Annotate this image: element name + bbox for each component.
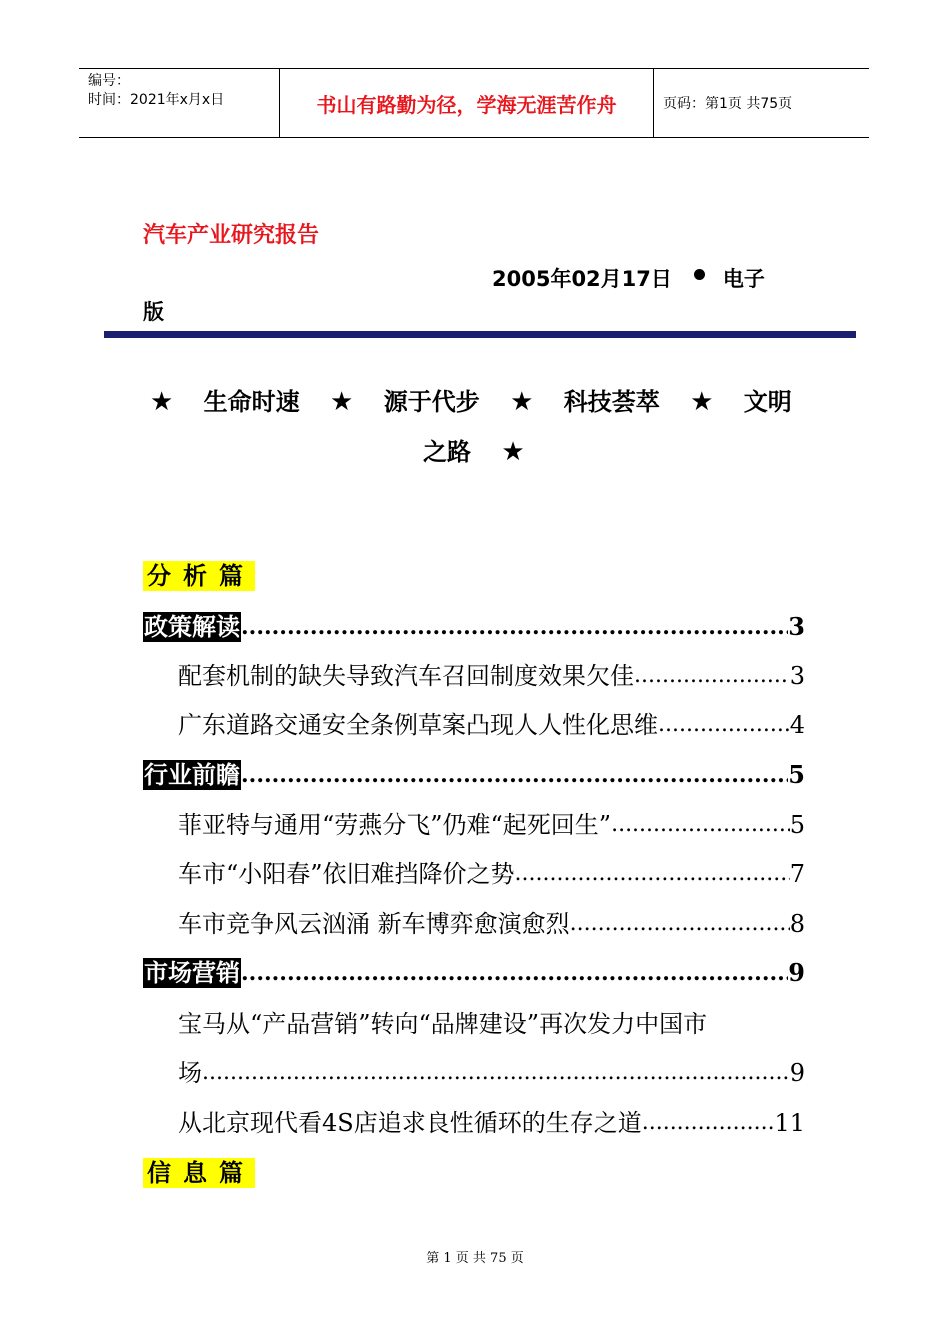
report-dateline <box>492 263 765 293</box>
toc-leader-dots <box>570 909 790 939</box>
number-label: 编号： <box>88 73 130 89</box>
toc-entry[interactable] <box>178 810 805 840</box>
toc-page-number: 4 <box>789 711 805 739</box>
toc-leader-dots <box>658 710 790 740</box>
toc-page-number: 5 <box>788 760 805 789</box>
toc-leader-dots <box>241 958 788 988</box>
slogan-line-2 <box>423 432 950 467</box>
toc-leader-dots <box>241 760 788 790</box>
toc-category-outlook[interactable] <box>143 760 805 790</box>
toc-entry-title: 车市竞争风云汹涌 新车博弈愈演愈烈 <box>178 910 570 938</box>
star-icon: ★ <box>690 387 714 417</box>
toc-entry[interactable] <box>178 1108 805 1138</box>
slogan-phrase: 生命时速 <box>203 388 300 416</box>
slogan-phrase: 科技荟萃 <box>563 388 660 416</box>
toc-entry[interactable] <box>178 710 805 740</box>
toc-entry-title-continued: 场 <box>178 1059 202 1087</box>
section-heading-info: 信息篇 <box>143 1158 255 1188</box>
toc-page-number: 5 <box>789 811 805 839</box>
report-title: 汽车产业研究报告 <box>143 223 320 248</box>
star-icon: ★ <box>330 387 354 417</box>
toc-entry[interactable] <box>178 859 805 889</box>
toc-leader-dots <box>611 810 790 840</box>
toc-category-label: 行业前瞻 <box>144 761 240 789</box>
edition-label-part1: 电子 <box>722 267 765 291</box>
toc-entry-title: 从北京现代看4S店追求良性循环的生存之道 <box>178 1109 642 1137</box>
page-footer: 第 1 页 共 75 页 <box>426 1251 524 1266</box>
star-icon: ★ <box>150 387 174 417</box>
toc-entry-title: 菲亚特与通用“劳燕分飞”仍难“起死回生” <box>178 811 612 839</box>
toc-page-number: 9 <box>788 958 805 987</box>
section-heading-analysis: 分析篇 <box>143 561 255 591</box>
header-page-info: 页码：第1页 共75页 <box>663 96 793 112</box>
slogan-phrase: 源于代步 <box>383 388 480 416</box>
toc-entry[interactable] <box>178 909 805 939</box>
toc-entry-line1[interactable] <box>178 1009 805 1039</box>
star-icon: ★ <box>501 437 525 467</box>
toc-page-number: 3 <box>789 662 805 690</box>
toc-page-number: 11 <box>774 1109 805 1137</box>
toc-leader-dots <box>241 612 788 642</box>
toc-leader-dots <box>202 1058 790 1088</box>
title-divider <box>104 331 856 338</box>
toc-page-number: 3 <box>788 612 805 641</box>
report-date: 2005年02月17日 <box>492 267 672 291</box>
toc-leader-dots <box>515 859 790 889</box>
star-icon: ★ <box>510 387 534 417</box>
header-motto: 书山有路勤为径，学海无涯苦作舟 <box>280 69 654 137</box>
bullet-icon <box>694 269 705 280</box>
slogan-phrase: 文明 <box>743 388 792 416</box>
slogan-phrase: 之路 <box>423 438 471 466</box>
toc-leader-dots <box>634 661 790 691</box>
page-header-table <box>79 68 869 138</box>
toc-entry-title: 配套机制的缺失导致汽车召回制度效果欠佳 <box>178 662 634 690</box>
edition-label-part2: 版 <box>143 300 164 324</box>
toc-entry-line2[interactable] <box>178 1058 805 1088</box>
time-label: 时间：2021年x月x日 <box>88 92 225 108</box>
toc-category-label: 政策解读 <box>144 613 240 641</box>
toc-leader-dots <box>642 1108 775 1138</box>
toc-category-label: 市场营销 <box>144 959 240 987</box>
toc-entry-title: 宝马从“产品营销”转向“品牌建设”再次发力中国市 <box>178 1010 708 1038</box>
slogan-line-1 <box>150 382 810 417</box>
toc-page-number: 8 <box>789 910 805 938</box>
toc-category-marketing[interactable] <box>143 958 805 988</box>
toc-page-number: 9 <box>789 1059 805 1087</box>
toc-entry[interactable] <box>178 661 805 691</box>
toc-entry-title: 广东道路交通安全条例草案凸现人人性化思维 <box>178 711 658 739</box>
toc-page-number: 7 <box>789 860 805 888</box>
toc-entry-title: 车市“小阳春”依旧难挡降价之势 <box>178 860 515 888</box>
header-left-cell <box>79 69 280 137</box>
toc-category-policy[interactable] <box>143 612 805 642</box>
